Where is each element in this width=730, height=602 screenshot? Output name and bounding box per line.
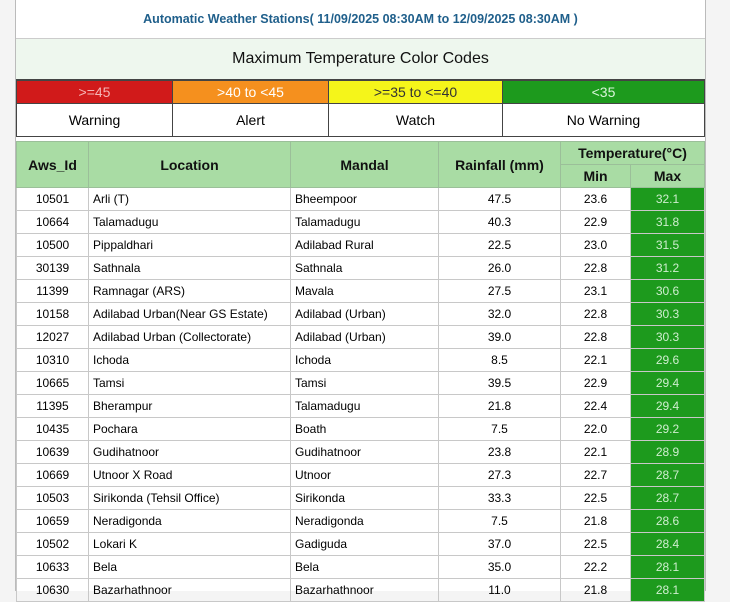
table-row xyxy=(17,372,705,395)
aws-id-cell: 11395 xyxy=(17,395,89,418)
max-temp-cell: 29.4 xyxy=(631,372,705,395)
rainfall-cell: 23.8 xyxy=(439,441,561,464)
table-row xyxy=(17,464,705,487)
min-temp-cell: 22.5 xyxy=(561,487,631,510)
max-temp-cell: 28.7 xyxy=(631,464,705,487)
header-mandal: Mandal xyxy=(291,142,439,188)
mandal-cell: Talamadugu xyxy=(291,395,439,418)
aws-id-cell: 10630 xyxy=(17,579,89,602)
page-title: Automatic Weather Stations( 11/09/2025 08:30AM to 12/09/2025 08:30AM ) xyxy=(16,0,705,39)
header-max: Max xyxy=(631,165,705,188)
max-temp-cell: 32.1 xyxy=(631,188,705,211)
min-temp-cell: 22.1 xyxy=(561,441,631,464)
mandal-cell: Gudihatnoor xyxy=(291,441,439,464)
mandal-cell: Adilabad (Urban) xyxy=(291,326,439,349)
aws-id-cell: 10435 xyxy=(17,418,89,441)
rainfall-cell: 27.3 xyxy=(439,464,561,487)
location-cell: Bherampur xyxy=(89,395,291,418)
legend-range-2: >=35 to <=40 xyxy=(329,81,503,104)
max-temp-cell: 31.5 xyxy=(631,234,705,257)
min-temp-cell: 21.8 xyxy=(561,579,631,602)
location-cell: Arli (T) xyxy=(89,188,291,211)
mandal-cell: Talamadugu xyxy=(291,211,439,234)
max-temp-cell: 30.3 xyxy=(631,303,705,326)
mandal-cell: Gadiguda xyxy=(291,533,439,556)
location-cell: Adilabad Urban(Near GS Estate) xyxy=(89,303,291,326)
max-temp-cell: 31.8 xyxy=(631,211,705,234)
header-aws-id: Aws_Id xyxy=(17,142,89,188)
aws-id-cell: 10158 xyxy=(17,303,89,326)
mandal-cell: Boath xyxy=(291,418,439,441)
min-temp-cell: 23.0 xyxy=(561,234,631,257)
min-temp-cell: 22.4 xyxy=(561,395,631,418)
table-row xyxy=(17,441,705,464)
min-temp-cell: 22.8 xyxy=(561,257,631,280)
mandal-cell: Utnoor xyxy=(291,464,439,487)
table-row xyxy=(17,487,705,510)
table-row xyxy=(17,556,705,579)
min-temp-cell: 23.6 xyxy=(561,188,631,211)
table-row xyxy=(17,326,705,349)
report-page xyxy=(15,0,706,597)
aws-id-cell: 10502 xyxy=(17,533,89,556)
table-row xyxy=(17,234,705,257)
aws-id-cell: 10659 xyxy=(17,510,89,533)
max-temp-cell: 31.2 xyxy=(631,257,705,280)
rainfall-cell: 35.0 xyxy=(439,556,561,579)
rainfall-cell: 22.5 xyxy=(439,234,561,257)
rainfall-cell: 8.5 xyxy=(439,349,561,372)
max-temp-cell: 30.6 xyxy=(631,280,705,303)
legend-range-3: <35 xyxy=(503,81,705,104)
aws-id-cell: 30139 xyxy=(17,257,89,280)
max-temp-cell: 28.4 xyxy=(631,533,705,556)
aws-id-cell: 11399 xyxy=(17,280,89,303)
mandal-cell: Tamsi xyxy=(291,372,439,395)
location-cell: Sathnala xyxy=(89,257,291,280)
min-temp-cell: 22.8 xyxy=(561,326,631,349)
min-temp-cell: 22.1 xyxy=(561,349,631,372)
rainfall-cell: 33.3 xyxy=(439,487,561,510)
location-cell: Tamsi xyxy=(89,372,291,395)
color-code-legend xyxy=(16,80,705,137)
min-temp-cell: 22.9 xyxy=(561,372,631,395)
table-row xyxy=(17,533,705,556)
table-row xyxy=(17,303,705,326)
rainfall-cell: 26.0 xyxy=(439,257,561,280)
rainfall-cell: 39.5 xyxy=(439,372,561,395)
mandal-cell: Ichoda xyxy=(291,349,439,372)
location-cell: Neradigonda xyxy=(89,510,291,533)
legend-range-0: >=45 xyxy=(17,81,173,104)
location-cell: Pippaldhari xyxy=(89,234,291,257)
mandal-cell: Bela xyxy=(291,556,439,579)
aws-id-cell: 10669 xyxy=(17,464,89,487)
mandal-cell: Bheempoor xyxy=(291,188,439,211)
mandal-cell: Adilabad (Urban) xyxy=(291,303,439,326)
weather-table xyxy=(16,141,705,602)
rainfall-cell: 21.8 xyxy=(439,395,561,418)
rainfall-cell: 32.0 xyxy=(439,303,561,326)
rainfall-cell: 39.0 xyxy=(439,326,561,349)
table-row xyxy=(17,349,705,372)
table-row xyxy=(17,280,705,303)
legend-label-1: Alert xyxy=(173,104,329,137)
rainfall-cell: 40.3 xyxy=(439,211,561,234)
max-temp-cell: 30.3 xyxy=(631,326,705,349)
legend-title: Maximum Temperature Color Codes xyxy=(16,39,705,80)
max-temp-cell: 28.9 xyxy=(631,441,705,464)
min-temp-cell: 22.2 xyxy=(561,556,631,579)
min-temp-cell: 22.8 xyxy=(561,303,631,326)
max-temp-cell: 28.6 xyxy=(631,510,705,533)
table-row xyxy=(17,257,705,280)
location-cell: Gudihatnoor xyxy=(89,441,291,464)
location-cell: Bazarhathnoor xyxy=(89,579,291,602)
rainfall-cell: 7.5 xyxy=(439,510,561,533)
max-temp-cell: 29.4 xyxy=(631,395,705,418)
max-temp-cell: 28.1 xyxy=(631,579,705,602)
legend-label-3: No Warning xyxy=(503,104,705,137)
rainfall-cell: 7.5 xyxy=(439,418,561,441)
min-temp-cell: 22.9 xyxy=(561,211,631,234)
max-temp-cell: 29.6 xyxy=(631,349,705,372)
header-rainfall: Rainfall (mm) xyxy=(439,142,561,188)
aws-id-cell: 10639 xyxy=(17,441,89,464)
min-temp-cell: 21.8 xyxy=(561,510,631,533)
location-cell: Bela xyxy=(89,556,291,579)
max-temp-cell: 29.2 xyxy=(631,418,705,441)
location-cell: Talamadugu xyxy=(89,211,291,234)
aws-id-cell: 12027 xyxy=(17,326,89,349)
legend-label-2: Watch xyxy=(329,104,503,137)
max-temp-cell: 28.7 xyxy=(631,487,705,510)
location-cell: Pochara xyxy=(89,418,291,441)
table-row xyxy=(17,510,705,533)
rainfall-cell: 47.5 xyxy=(439,188,561,211)
mandal-cell: Neradigonda xyxy=(291,510,439,533)
location-cell: Ramnagar (ARS) xyxy=(89,280,291,303)
location-cell: Ichoda xyxy=(89,349,291,372)
table-row xyxy=(17,418,705,441)
aws-id-cell: 10310 xyxy=(17,349,89,372)
max-temp-cell: 28.1 xyxy=(631,556,705,579)
mandal-cell: Bazarhathnoor xyxy=(291,579,439,602)
aws-id-cell: 10501 xyxy=(17,188,89,211)
rainfall-cell: 11.0 xyxy=(439,579,561,602)
rainfall-cell: 37.0 xyxy=(439,533,561,556)
rainfall-cell: 27.5 xyxy=(439,280,561,303)
legend-label-0: Warning xyxy=(17,104,173,137)
location-cell: Sirikonda (Tehsil Office) xyxy=(89,487,291,510)
header-location: Location xyxy=(89,142,291,188)
aws-id-cell: 10664 xyxy=(17,211,89,234)
mandal-cell: Adilabad Rural xyxy=(291,234,439,257)
aws-id-cell: 10500 xyxy=(17,234,89,257)
legend-range-1: >40 to <45 xyxy=(173,81,329,104)
aws-id-cell: 10665 xyxy=(17,372,89,395)
min-temp-cell: 22.7 xyxy=(561,464,631,487)
table-row xyxy=(17,395,705,418)
aws-id-cell: 10633 xyxy=(17,556,89,579)
location-cell: Lokari K xyxy=(89,533,291,556)
table-row xyxy=(17,211,705,234)
mandal-cell: Mavala xyxy=(291,280,439,303)
min-temp-cell: 22.5 xyxy=(561,533,631,556)
aws-id-cell: 10503 xyxy=(17,487,89,510)
location-cell: Utnoor X Road xyxy=(89,464,291,487)
min-temp-cell: 23.1 xyxy=(561,280,631,303)
table-row xyxy=(17,579,705,602)
min-temp-cell: 22.0 xyxy=(561,418,631,441)
header-temperature: Temperature(°C) xyxy=(561,142,705,165)
table-row xyxy=(17,188,705,211)
header-min: Min xyxy=(561,165,631,188)
mandal-cell: Sirikonda xyxy=(291,487,439,510)
mandal-cell: Sathnala xyxy=(291,257,439,280)
location-cell: Adilabad Urban (Collectorate) xyxy=(89,326,291,349)
